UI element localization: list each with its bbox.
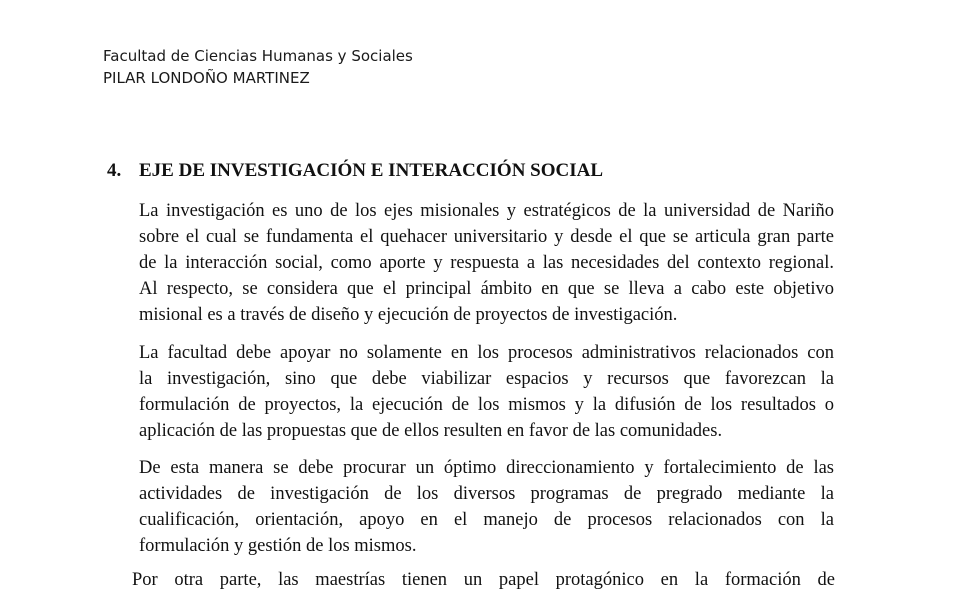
section-heading — [107, 160, 603, 182]
paragraph-line: misional es a través de diseño y ejecución de proyectos de investigación. — [139, 305, 678, 325]
paragraph-faculty-support — [139, 340, 834, 444]
paragraph-line: aplicación de las propuestas que de ellos resulten en favor de las comunidades. — [139, 421, 723, 441]
paragraph-line: formulación de proyectos, la ejecución de los mismos y la difusión de los resultados o — [139, 395, 834, 415]
author-name: PILAR LONDOÑO MARTINEZ — [103, 69, 310, 87]
paragraph-line: formulación y gestión de los mismos. — [139, 536, 417, 556]
paragraph-line: la investigación, sino que debe viabilizar espacios y recursos que favorezcan la — [139, 369, 834, 389]
paragraph-line: cualificación, orientación, apoyo en el manejo de procesos relacionados con la — [139, 510, 834, 530]
paragraph-research-axis — [139, 198, 834, 328]
paragraph-line: de la interacción social, como aporte y respuesta a las necesidades del contexto regional. — [139, 253, 834, 273]
page-header — [103, 45, 413, 89]
paragraph-line: La facultad debe apoyar no solamente en los procesos administrativos relacionados con — [139, 343, 834, 363]
paragraph-masters — [132, 567, 835, 593]
paragraph-line: sobre el cual se fundamenta el quehacer universitario y desde el que se articula gran parte — [139, 227, 834, 247]
section-number: 4. — [107, 160, 122, 181]
paragraph-line: La investigación es uno de los ejes misionales y estratégicos de la universidad de Nariño — [139, 201, 834, 221]
faculty-name: Facultad de Ciencias Humanas y Sociales — [103, 47, 413, 65]
paragraph-direction — [139, 455, 834, 559]
paragraph-line: Al respecto, se considera que el principal ámbito en que se lleva a cabo este objetivo — [139, 279, 834, 299]
paragraph-line: actividades de investigación de los diversos programas de pregrado mediante la — [139, 484, 834, 504]
section-title: EJE DE INVESTIGACIÓN E INTERACCIÓN SOCIAL — [139, 160, 604, 181]
paragraph-line: Por otra parte, las maestrías tienen un papel protagónico en la formación de — [132, 570, 835, 590]
paragraph-line: De esta manera se debe procurar un óptimo direccionamiento y fortalecimiento de las — [139, 458, 834, 478]
